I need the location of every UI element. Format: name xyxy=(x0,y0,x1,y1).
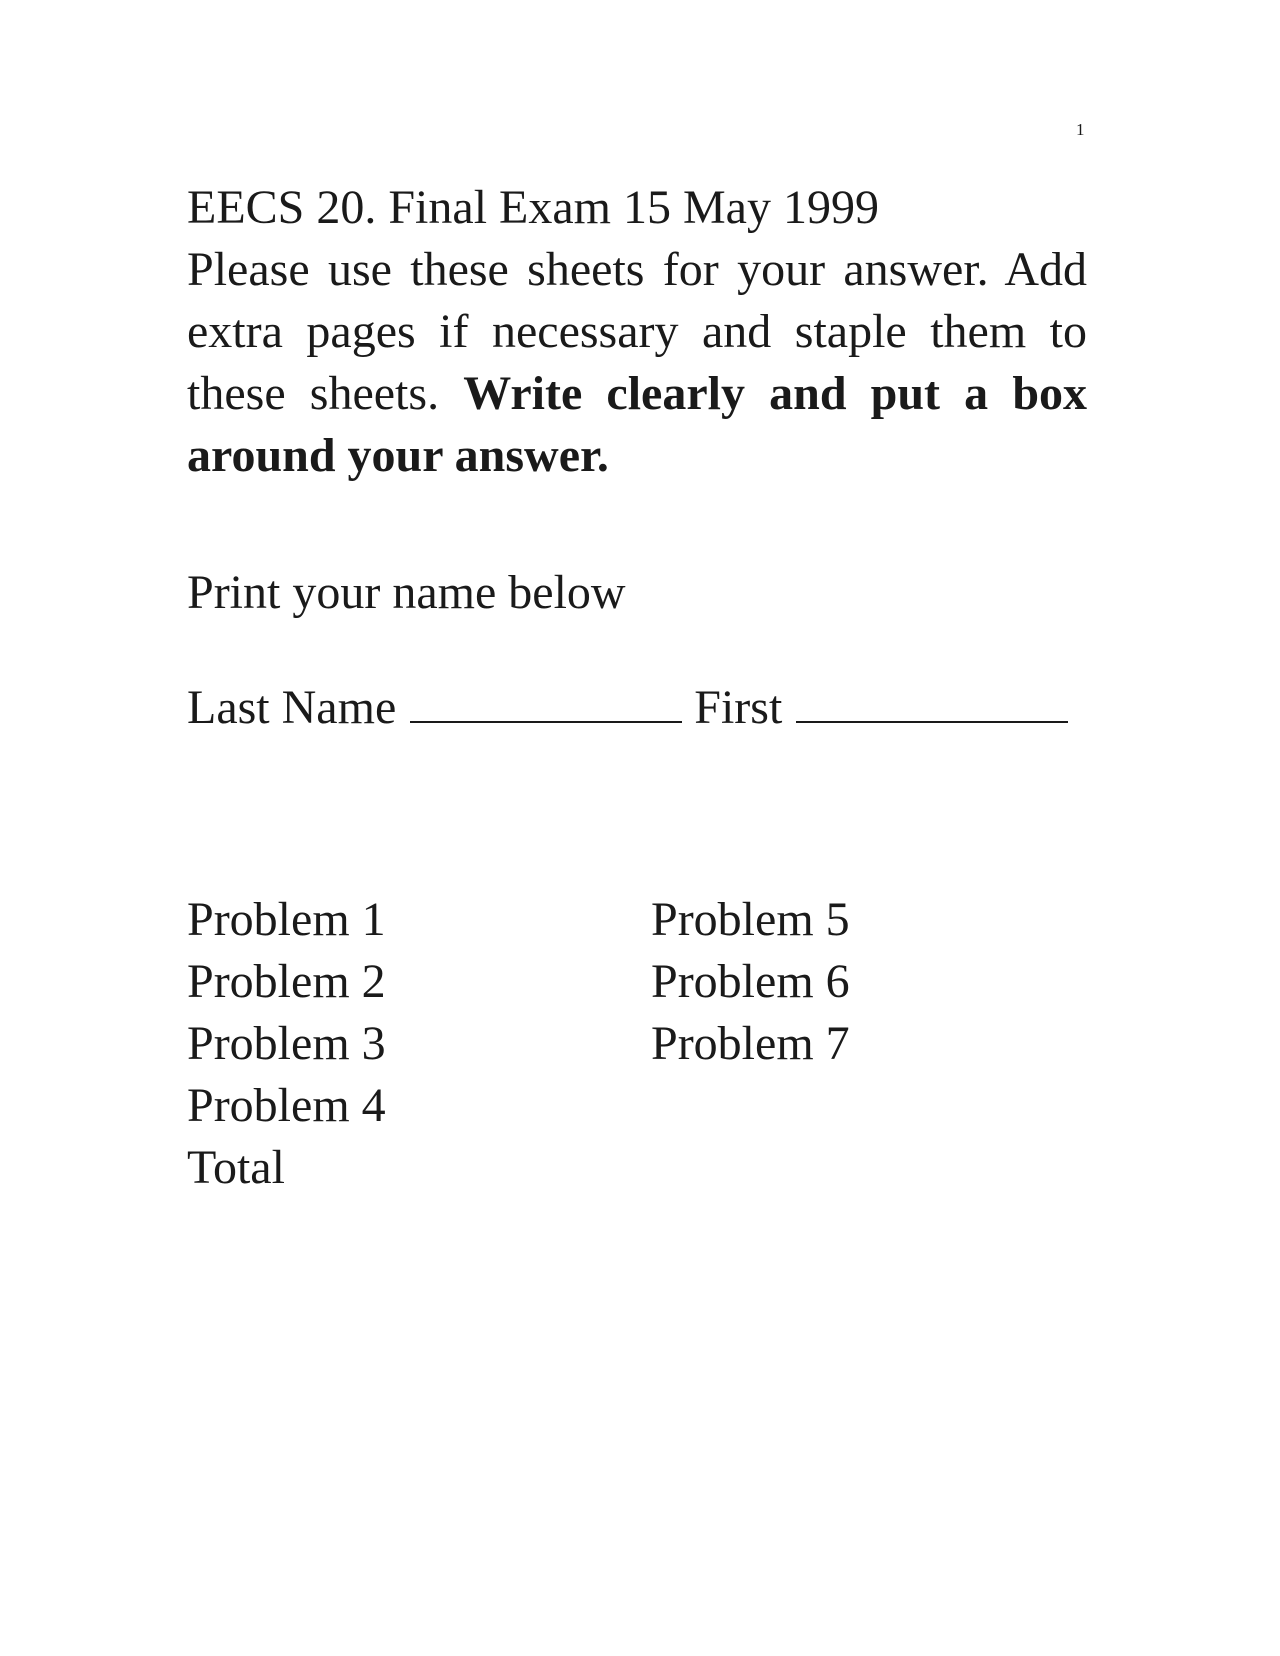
instructions-emphasis: Write clearly and put a box around your answer. xyxy=(187,367,1088,482)
score-column-left xyxy=(187,889,386,1199)
print-name-prompt: Print your name below xyxy=(187,566,626,619)
exam-title: EECS 20. Final Exam 15 May 1999 xyxy=(187,181,879,234)
name-fields xyxy=(187,677,1080,739)
score-row-problem-1: Problem 1 xyxy=(187,893,386,946)
score-row-problem-3: Problem 3 xyxy=(187,1017,386,1070)
score-row-problem-4: Problem 4 xyxy=(187,1079,386,1132)
first-name-label: First xyxy=(694,681,783,734)
last-name-label: Last Name xyxy=(187,681,397,734)
first-name-field[interactable] xyxy=(796,677,1068,723)
exam-cover-content xyxy=(187,177,1088,1194)
score-row-problem-5: Problem 5 xyxy=(651,893,850,946)
score-row-problem-6: Problem 6 xyxy=(651,955,850,1008)
score-row-problem-2: Problem 2 xyxy=(187,955,386,1008)
page-number: 1 xyxy=(1076,120,1085,139)
score-column-right xyxy=(651,889,850,1075)
last-name-field[interactable] xyxy=(410,677,682,723)
score-row-problem-7: Problem 7 xyxy=(651,1017,850,1070)
instructions-text: Please use these sheets for your answer. Add extra pages if necessary and staple them to these sheets. xyxy=(187,243,1087,420)
instructions xyxy=(187,239,1087,487)
score-row-total: Total xyxy=(187,1141,285,1194)
